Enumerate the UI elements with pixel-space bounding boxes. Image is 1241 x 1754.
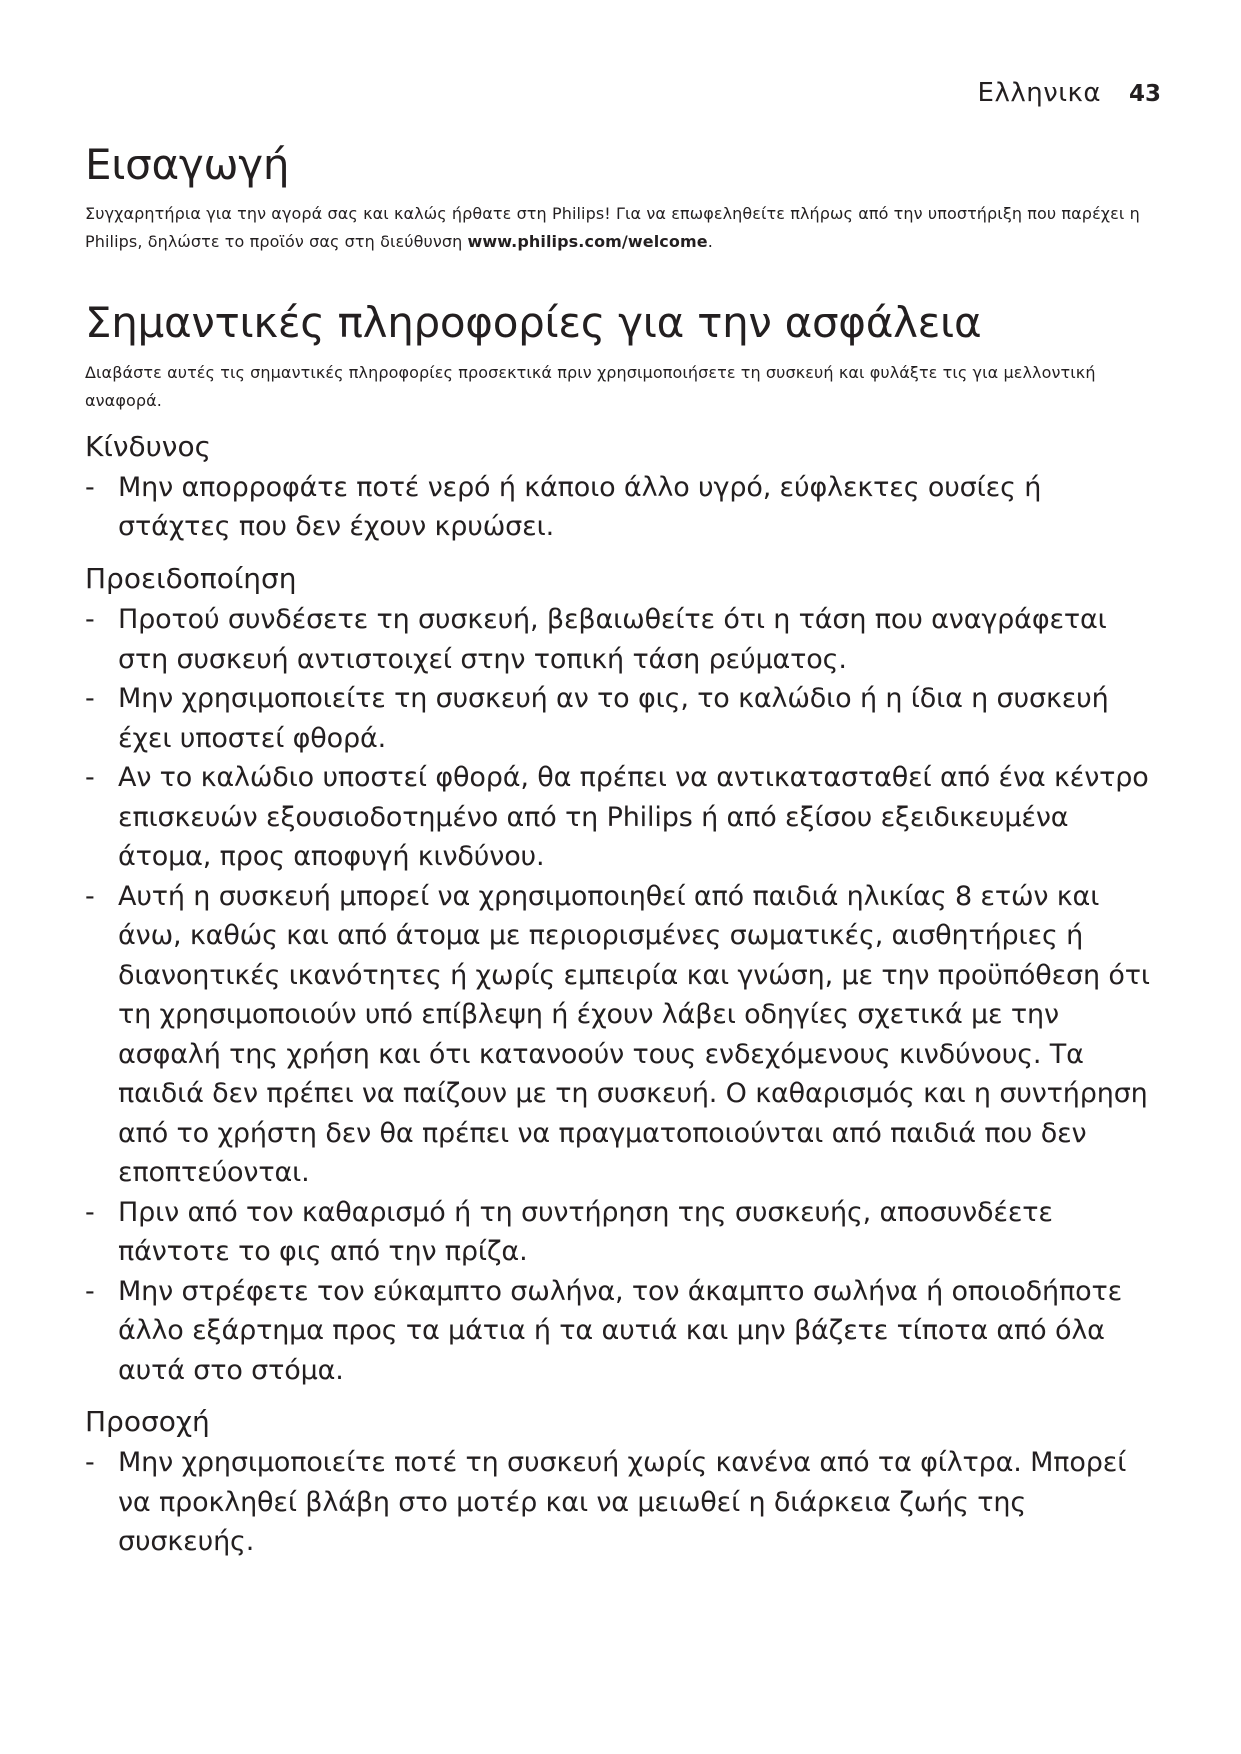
list-item: - Προτού συνδέσετε τη συσκευή, βεβαιωθείτε ότι η τάση που αναγράφεται στη συσκευή αντιστοιχεί στην τοπική τάση ρεύματος. xyxy=(85,600,1161,679)
page-content xyxy=(85,140,1161,1562)
caution-list xyxy=(85,1443,1161,1562)
list-item: - Μην απορροφάτε ποτέ νερό ή κάποιο άλλο υγρό, εύφλεκτες ουσίες ή στάχτες που δεν έχουν κρυώσει. xyxy=(85,468,1161,547)
list-item: - Μην χρησιμοποιείτε τη συσκευή αν το φις, το καλώδιο ή η ίδια η συσκευή έχει υποστεί φθορά. xyxy=(85,679,1161,758)
danger-list xyxy=(85,468,1161,547)
intro-text xyxy=(85,200,1161,256)
list-item: - Μην στρέφετε τον εύκαμπτο σωλήνα, τον άκαμπτο σωλήνα ή οποιοδήποτε άλλο εξάρτημα προς τα μάτια ή τα αυτιά και μην βάζετε τίποτα από όλα αυτά στο στόμα. xyxy=(85,1272,1161,1391)
caution-heading: Προσοχή xyxy=(85,1405,210,1439)
danger-heading: Κίνδυνος xyxy=(85,429,212,463)
intro-text-end: . xyxy=(707,232,713,252)
page-number: 43 xyxy=(1128,81,1161,107)
page-header xyxy=(978,78,1161,108)
list-item: - Αν το καλώδιο υποστεί φθορά, θα πρέπει να αντικατασταθεί από ένα κέντρο επισκευών εξουσιοδοτημένο από τη Philips ή από εξίσου εξειδικευμένα άτομα, προς αποφυγή κινδύνου. xyxy=(85,758,1161,877)
intro-title: Εισαγωγή xyxy=(85,140,290,189)
header-language: Ελληνικα xyxy=(977,78,1101,108)
list-item: - Αυτή η συσκευή μπορεί να χρησιμοποιηθεί από παιδιά ηλικίας 8 ετών και άνω, καθώς και από άτομα με περιορισμένες σωματικές, αισθητήριες ή διανοητικές ικανότητες ή χωρίς εμπειρία και γνώση, με την προϋπόθεση ότι τη χρησιμοποιούν υπό επίβλεψη ή έχουν λάβει οδηγίες σχετικά με την ασφαλή της χρήση και ότι κατανοούν τους ενδεχόμενους κινδύνους. Τα παιδιά δεν πρέπει να παίζουν με τη συσκευή. Ο καθαρισμός και η συντήρηση από το χρήστη δεν θα πρέπει να πραγματοποιούνται από παιδιά που δεν εποπτεύονται. xyxy=(85,877,1161,1193)
welcome-link[interactable]: www.philips.com/welcome xyxy=(467,232,708,252)
list-item: - Πριν από τον καθαρισμό ή τη συντήρηση της συσκευής, αποσυνδέετε πάντοτε το φις από την πρίζα. xyxy=(85,1193,1161,1272)
intro-text-body: Συγχαρητήρια για την αγορά σας και καλώς ήρθατε στη Philips! Για να επωφεληθείτε πλήρως από την υποστήριξη που παρέχει η Philips, δηλώστε το προϊόν σας στη διεύθυνση xyxy=(85,204,1140,252)
list-item: - Μην χρησιμοποιείτε ποτέ τη συσκευή χωρίς κανένα από τα φίλτρα. Μπορεί να προκληθεί βλάβη στο μοτέρ και να μειωθεί η διάρκεια ζωής της συσκευής. xyxy=(85,1443,1161,1562)
warning-heading: Προειδοποίηση xyxy=(85,561,297,595)
safety-intro: Διαβάστε αυτές τις σημαντικές πληροφορίες προσεκτικά πριν χρησιμοποιήσετε τη συσκευή και φυλάξτε τις για μελλοντική αναφορά. xyxy=(85,362,1096,410)
safety-title: Σημαντικές πληροφορίες για την ασφάλεια xyxy=(85,298,982,348)
warning-list xyxy=(85,600,1161,1390)
